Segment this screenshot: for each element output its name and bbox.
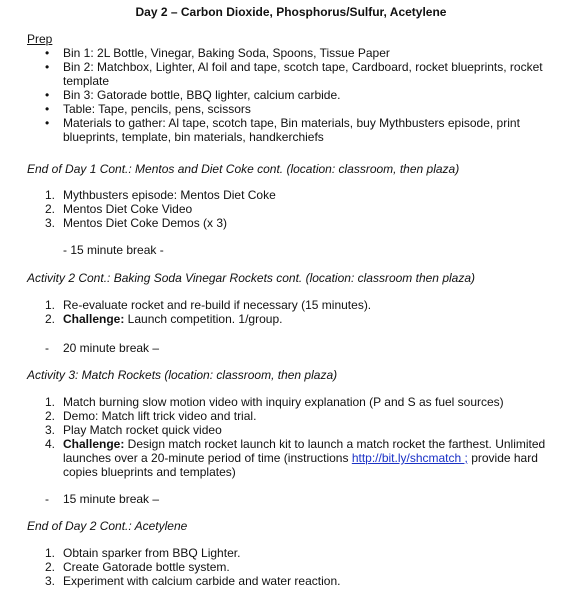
item-number: 3. bbox=[45, 216, 56, 230]
break-note-20min: 20 minute break – bbox=[63, 341, 160, 355]
list-item bbox=[45, 423, 565, 437]
list-item: • Bin 1: 2L Bottle, Vinegar, Baking Soda, Spoons, Tissue Paper bbox=[45, 46, 565, 60]
break-dash: - bbox=[45, 492, 49, 506]
item-text: Mythbusters episode: Mentos Diet Coke bbox=[63, 188, 276, 202]
item-number: 2. bbox=[45, 312, 56, 326]
list-item: • Bin 3: Gatorade bottle, BBQ lighter, calcium carbide. bbox=[45, 88, 565, 102]
item-text: Design match rocket launch kit to launch a match rocket the farthest. Unlimited launches over a 20-minute period of time (instructions bbox=[63, 437, 546, 465]
item-text: Demo: Match lift trick video and trial. bbox=[63, 409, 257, 423]
activity2-list bbox=[45, 298, 565, 326]
list-item bbox=[45, 546, 565, 560]
activity3-list bbox=[45, 395, 565, 479]
prep-list bbox=[45, 46, 565, 144]
instructions-link[interactable]: http://bit.ly/shcmatch ; bbox=[351, 451, 468, 465]
item-text: provide hard copies blueprints and templates) bbox=[63, 451, 538, 479]
list-item bbox=[45, 298, 565, 312]
list-item bbox=[45, 437, 565, 479]
item-text: Re-evaluate rocket and re-build if necessary (15 minutes). bbox=[63, 298, 372, 312]
item-number: 3. bbox=[45, 574, 56, 588]
list-item bbox=[45, 574, 565, 588]
item-text: Obtain sparker from BBQ Lighter. bbox=[63, 546, 241, 560]
page-title: Day 2 – Carbon Dioxide, Phosphorus/Sulfur, Acetylene bbox=[135, 5, 447, 19]
item-number: 4. bbox=[45, 437, 56, 451]
break-note-15min: 15 minute break – bbox=[63, 492, 160, 506]
item-number: 2. bbox=[45, 560, 56, 574]
challenge-label: Challenge: bbox=[63, 437, 125, 451]
item-number: 1. bbox=[45, 188, 56, 202]
list-item bbox=[45, 216, 565, 230]
item-text: Mentos Diet Coke Demos (x 3) bbox=[63, 216, 228, 230]
prep-heading: Prep bbox=[27, 32, 53, 46]
item-text: Create Gatorade bottle system. bbox=[63, 560, 230, 574]
item-text: Mentos Diet Coke Video bbox=[63, 202, 193, 216]
list-item bbox=[45, 560, 565, 574]
list-item: • Table: Tape, pencils, pens, scissors bbox=[45, 102, 565, 116]
item-number: 1. bbox=[45, 298, 56, 312]
day2-list bbox=[45, 546, 565, 588]
item-number: 1. bbox=[45, 395, 56, 409]
item-text: Match burning slow motion video with inquiry explanation (P and S as fuel sources) bbox=[63, 395, 504, 409]
challenge-label: Challenge: bbox=[63, 312, 125, 326]
item-number: 2. bbox=[45, 409, 56, 423]
list-item bbox=[45, 395, 565, 409]
list-item bbox=[45, 409, 565, 423]
list-item bbox=[45, 202, 565, 216]
item-number: 1. bbox=[45, 546, 56, 560]
item-number: 2. bbox=[45, 202, 56, 216]
item-text: Experiment with calcium carbide and water reaction. bbox=[63, 574, 341, 588]
item-number: 3. bbox=[45, 423, 56, 437]
list-item bbox=[45, 312, 565, 326]
item-text: Play Match rocket quick video bbox=[63, 423, 222, 437]
section-heading-activity2: Activity 2 Cont.: Baking Soda Vinegar Rockets cont. (location: classroom then plaza) bbox=[27, 271, 476, 285]
list-item: • Bin 2: Matchbox, Lighter, Al foil and tape, scotch tape, Cardboard, rocket blueprints, rocket template bbox=[45, 60, 565, 88]
list-item bbox=[45, 188, 565, 202]
break-dash: - bbox=[45, 341, 49, 355]
section-heading-activity3: Activity 3: Match Rockets (location: classroom, then plaza) bbox=[27, 368, 338, 382]
day1-list bbox=[45, 188, 565, 230]
section-heading-day1: End of Day 1 Cont.: Mentos and Diet Coke cont. (location: classroom, then plaza) bbox=[27, 162, 460, 176]
item-text: Launch competition. 1/group. bbox=[124, 312, 283, 326]
break-note-15min: - 15 minute break - bbox=[63, 243, 164, 257]
section-heading-day2: End of Day 2 Cont.: Acetylene bbox=[27, 519, 188, 533]
list-item: • Materials to gather: Al tape, scotch tape, Bin materials, buy Mythbusters episode, print blueprints, template, bin materials, handkerchiefs bbox=[45, 116, 565, 144]
